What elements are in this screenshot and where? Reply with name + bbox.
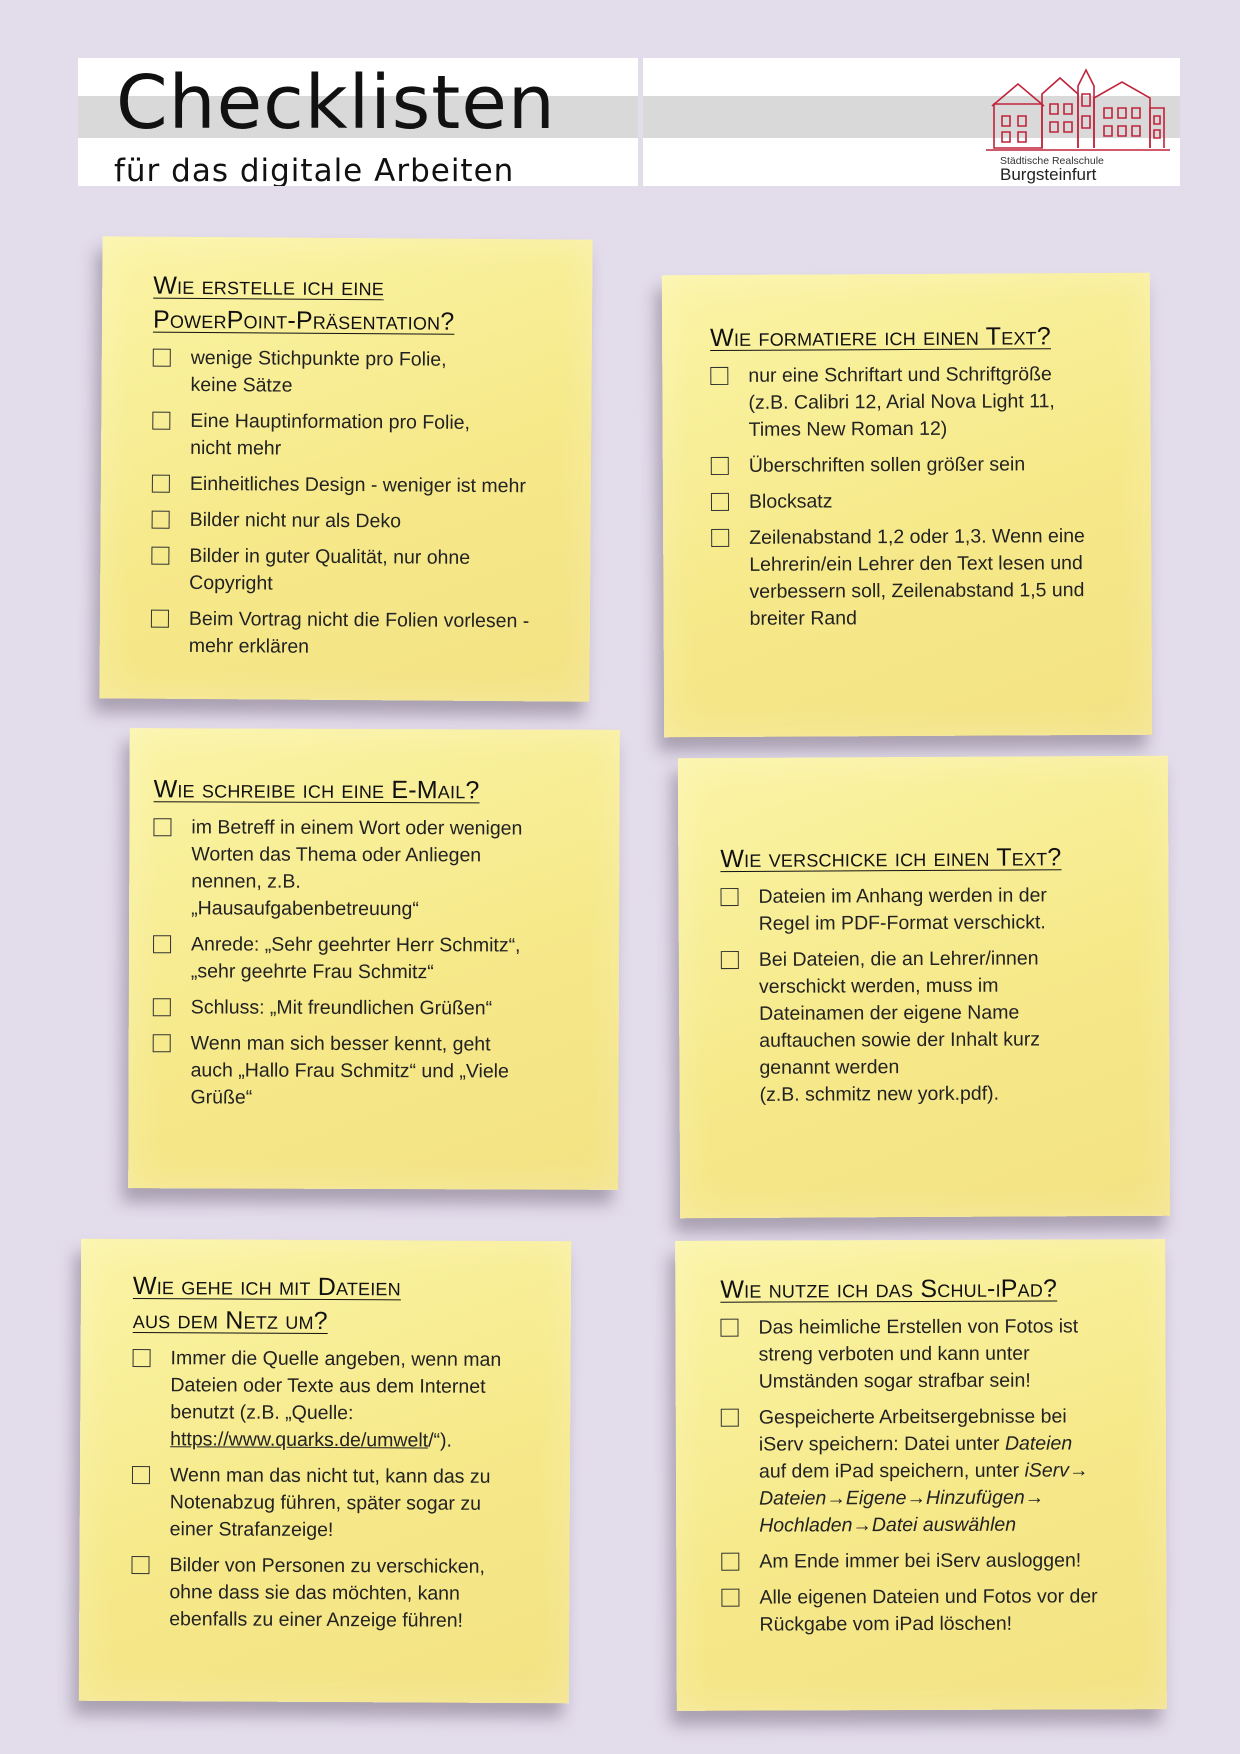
note-email-title: Wie schreibe ich eine E-Mail? <box>153 775 480 805</box>
checkbox[interactable] <box>152 475 170 493</box>
note-email <box>128 728 620 1190</box>
list-item: Bei Dateien, die an Lehrer/innen verschickt werden, muss im Dateinamen der eigene Name auftauchen sowie der Inhalt kurz genannt werden (z.B. schmitz new york.pdf). <box>721 945 1140 1109</box>
school-building-icon <box>982 64 1172 156</box>
checkbox[interactable] <box>133 1349 151 1367</box>
checkbox[interactable] <box>152 511 170 529</box>
checkbox[interactable] <box>710 367 728 385</box>
page-title: Checklisten <box>116 60 556 146</box>
checkbox[interactable] <box>721 1589 739 1607</box>
note-send <box>678 756 1170 1219</box>
list-item: Bilder in guter Qualität, nur ohne Copyright <box>151 543 554 600</box>
list-item: Blocksatz <box>711 487 1121 516</box>
list-item: Einheitliches Design - weniger ist mehr <box>152 471 555 501</box>
list-item: Beim Vortrag nicht die Folien vorlesen - mehr erklären <box>151 606 554 663</box>
source-link[interactable]: https://www.quarks.de/umwelt <box>170 1428 429 1452</box>
checkbox[interactable] <box>711 493 729 511</box>
note-files <box>79 1239 571 1704</box>
note-send-list <box>720 882 1139 1109</box>
checkbox[interactable] <box>132 1466 150 1484</box>
checkbox[interactable] <box>720 888 738 906</box>
list-item: Wenn man sich besser kennt, geht auch „Hallo Frau Schmitz“ und „Viele Grüße“ <box>152 1030 588 1113</box>
list-item: Dateien im Anhang werden in der Regel im PDF-Format verschickt. <box>720 882 1138 938</box>
checkbox[interactable] <box>711 457 729 475</box>
note-send-title: Wie verschicke ich einen Text? <box>720 843 1062 874</box>
list-item: Zeilenabstand 1,2 oder 1,3. Wenn eine Lehrerin/ein Lehrer den Text lesen und verbessern soll, Zeilenabstand 1,5 und breiter Rand <box>711 523 1122 633</box>
header-title-panel <box>78 58 638 186</box>
logo-text-school-type: Städtische Realschule <box>1000 155 1104 167</box>
list-item: Das heimliche Erstellen von Fotos ist streng verboten und kann unter Umständen sogar strafbar sein! <box>720 1313 1141 1395</box>
note-ipad-title: Wie nutze ich das Schul-iPad? <box>720 1274 1058 1304</box>
note-format-title: Wie formatiere ich einen Text? <box>710 322 1051 353</box>
checkbox[interactable] <box>721 1409 739 1427</box>
note-powerpoint-list <box>151 345 556 663</box>
note-powerpoint-title: Wie erstelle ich eine PowerPoint-Präsentation? <box>152 271 455 336</box>
list-item: Alle eigenen Dateien und Fotos vor der Rückgabe vom iPad löschen! <box>721 1583 1142 1638</box>
note-ipad-list <box>720 1313 1142 1638</box>
checkbox[interactable] <box>151 547 169 565</box>
list-item: Gespeicherte Arbeitsergebnisse bei iServ speichern: Datei unter Dateien auf dem iPad speichern, unter iServ→ Dateien→Eigene→Hinzufügen→ Hochladen→Datei auswählen <box>721 1403 1142 1539</box>
checkbox[interactable] <box>153 349 171 367</box>
note-files-title: Wie gehe ich mit Dateien aus dem Netz um? <box>132 1271 401 1336</box>
checkbox[interactable] <box>153 1034 171 1052</box>
list-item: Anrede: „Sehr geehrter Herr Schmitz“, „sehr geehrte Frau Schmitz“ <box>153 931 589 987</box>
page-subtitle: für das digitale Arbeiten <box>114 153 515 186</box>
note-powerpoint <box>99 236 592 701</box>
note-ipad <box>675 1239 1167 1711</box>
list-item: Schluss: „Mit freundlichen Grüßen“ <box>153 994 589 1023</box>
list-item: Eine Hauptinformation pro Folie, nicht mehr <box>152 408 555 465</box>
checkbox[interactable] <box>153 818 171 836</box>
checkbox[interactable] <box>720 1319 738 1337</box>
checkbox[interactable] <box>153 935 171 953</box>
list-item: Immer die Quelle angeben, wenn man Dateien oder Texte aus dem Internet benutzt (z.B. „Quelle: https://www.quarks.de/umwelt/“). <box>132 1345 543 1455</box>
checkbox[interactable] <box>711 529 729 547</box>
checkbox[interactable] <box>153 998 171 1016</box>
list-item: nur eine Schriftart und Schriftgröße (z.B. Calibri 12, Arial Nova Light 11, Times New Roman 12) <box>710 361 1120 444</box>
note-format-list <box>710 361 1121 633</box>
list-item: Am Ende immer bei iServ ausloggen! <box>721 1547 1142 1575</box>
header-logo-panel <box>643 58 1180 186</box>
checkbox[interactable] <box>152 412 170 430</box>
logo-text-school-name: Burgsteinfurt <box>1000 165 1097 184</box>
checkbox[interactable] <box>151 610 169 628</box>
school-logo <box>982 64 1172 184</box>
list-item: Überschriften sollen größer sein <box>711 451 1121 480</box>
list-item: Bilder nicht nur als Deko <box>152 507 555 537</box>
note-files-list <box>131 1345 543 1635</box>
list-item: im Betreff in einem Wort oder wenigen Worten das Thema oder Anliegen nennen, z.B. „Hausaufgabenbetreuung“ <box>153 814 589 924</box>
checkbox[interactable] <box>131 1556 149 1574</box>
list-item: Wenn man das nicht tut, kann das zu Notenabzug führen, später sogar zu einer Strafanzeige! <box>132 1462 542 1545</box>
list-item: wenige Stichpunkte pro Folie, keine Sätze <box>152 345 555 402</box>
checkbox[interactable] <box>721 951 739 969</box>
note-email-list <box>152 814 589 1113</box>
checkbox[interactable] <box>721 1553 739 1571</box>
note-format <box>662 273 1152 738</box>
list-item: Bilder von Personen zu verschicken, ohne dass sie das möchten, kann ebenfalls zu einer Anzeige führen! <box>131 1552 541 1635</box>
